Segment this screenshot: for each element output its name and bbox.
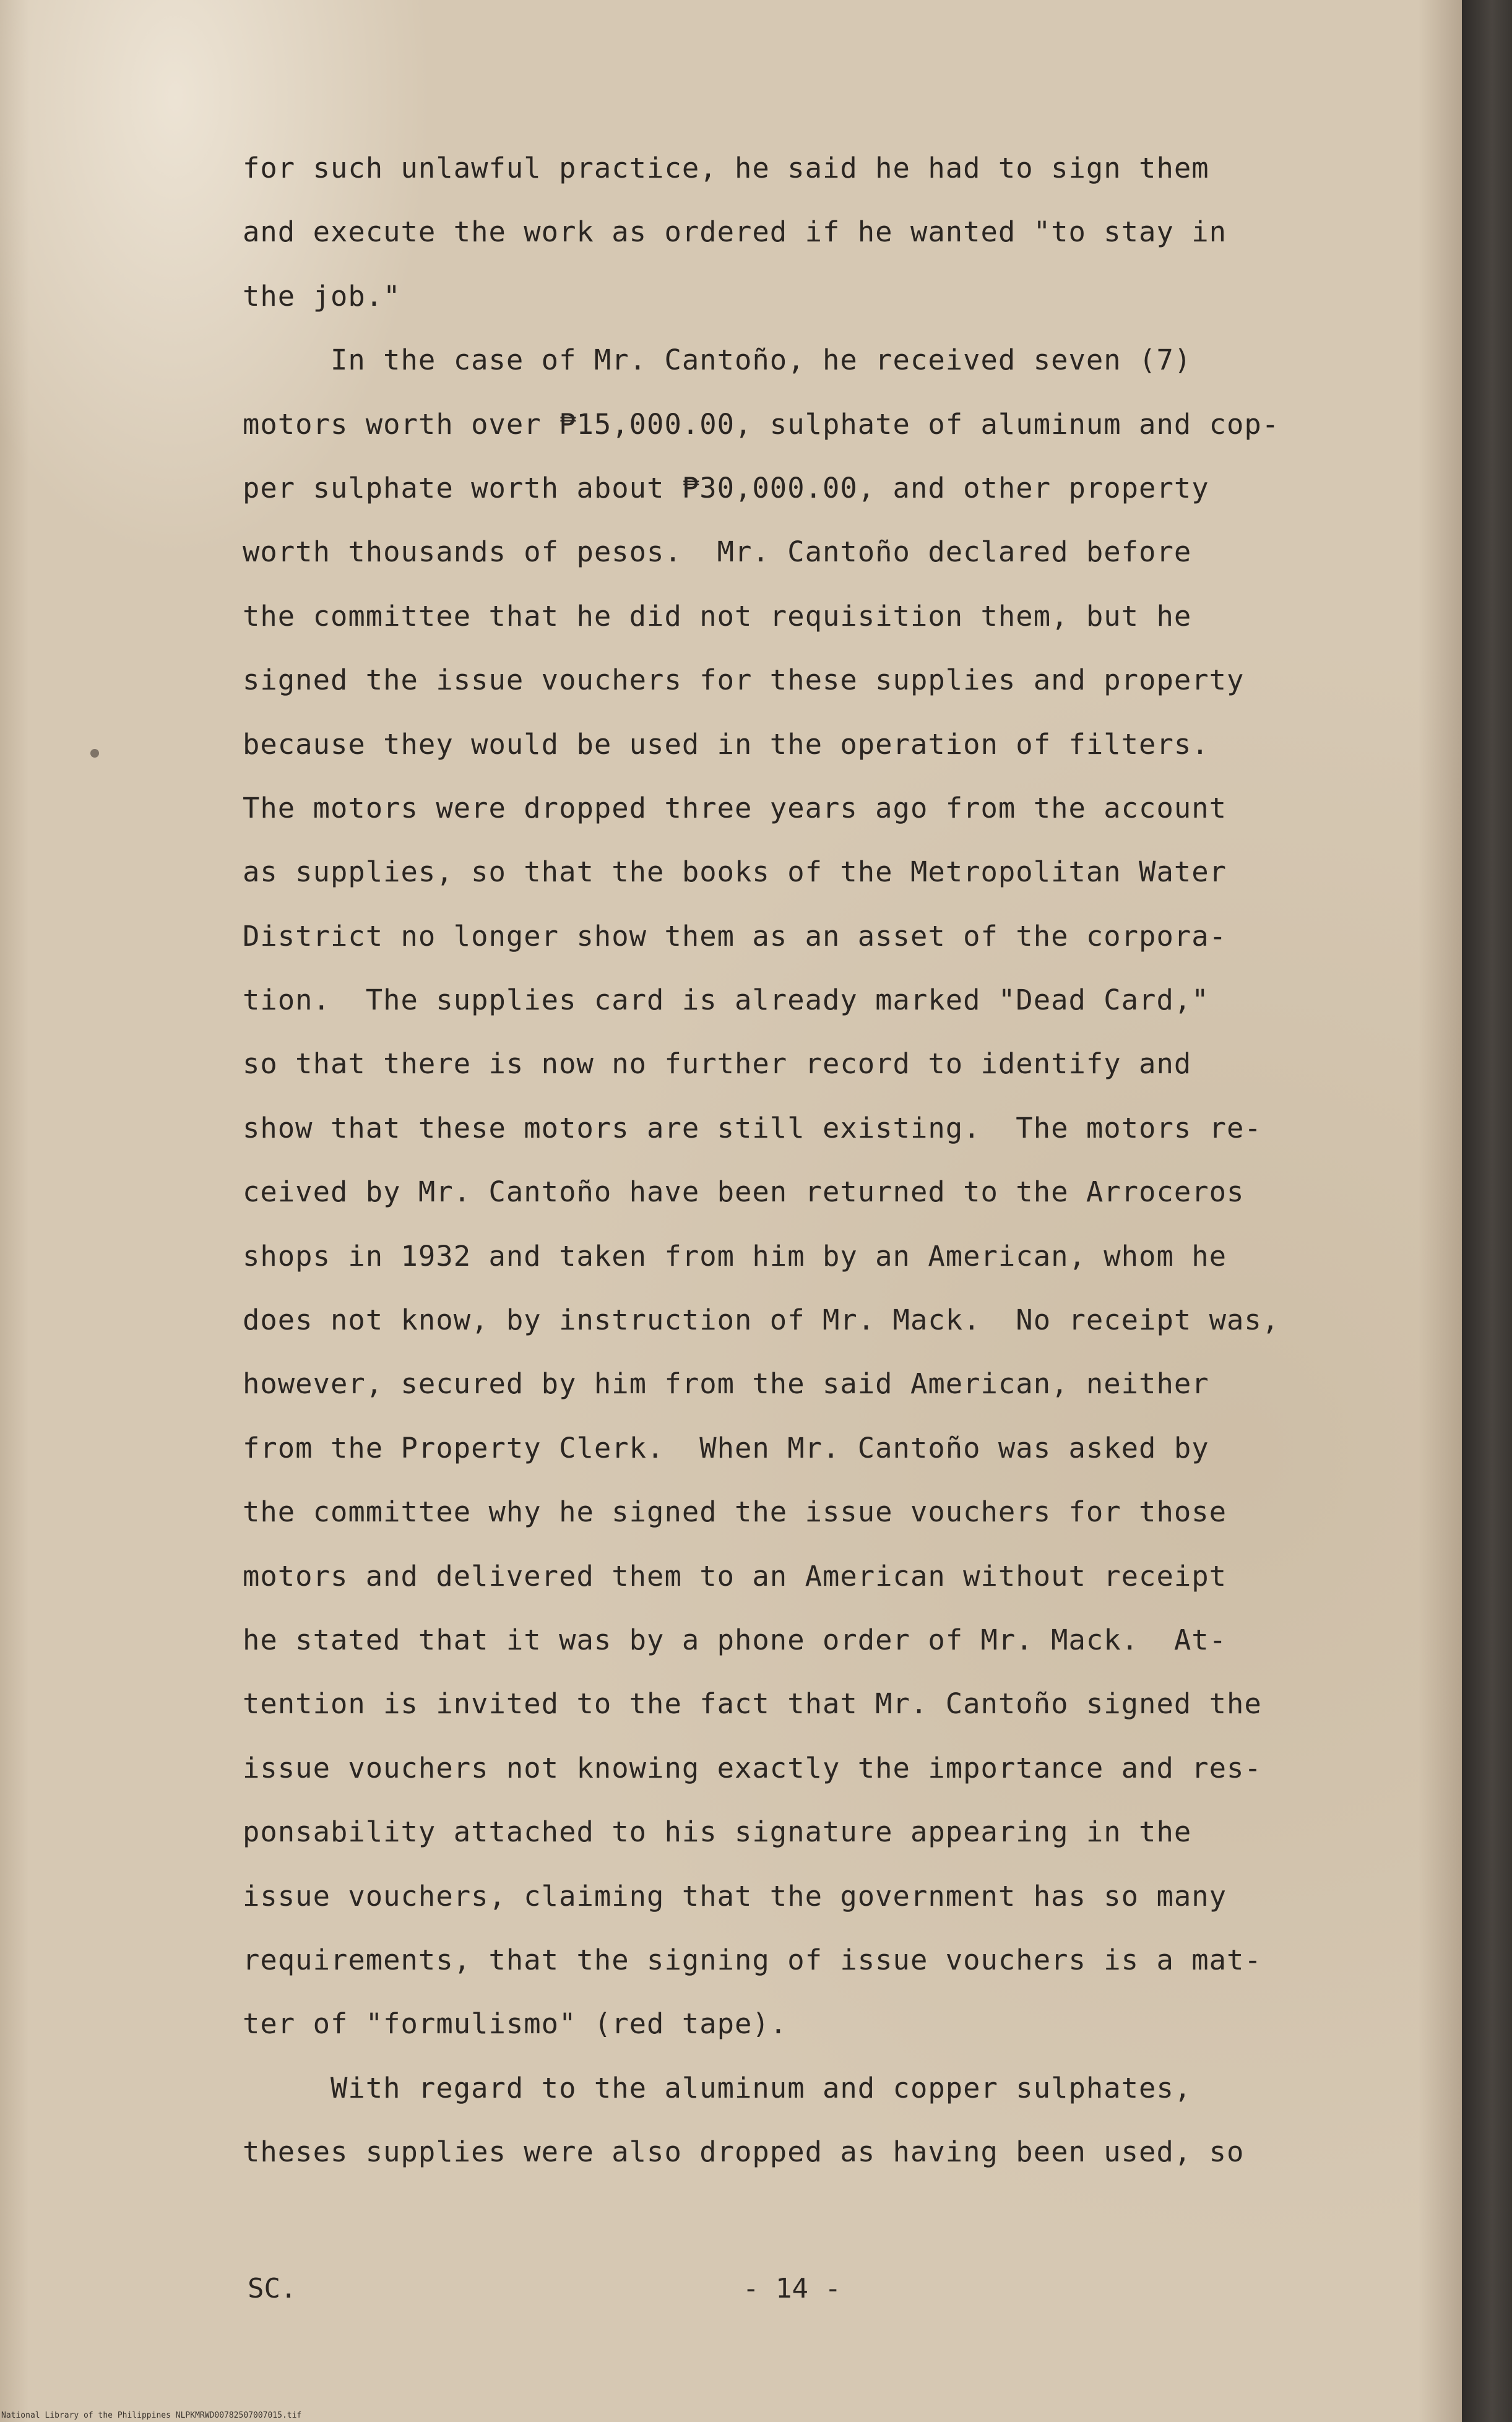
text-line: With regard to the aluminum and copper sulphates, <box>243 2071 1192 2104</box>
document-body <box>243 136 1344 2184</box>
text-line: because they would be used in the operation of filters. <box>243 727 1209 761</box>
archive-stamp: National Library of the Philippines NLPKMRWD00782507007015.tif <box>1 2411 302 2420</box>
footer-initials: SC. <box>248 2273 297 2304</box>
text-line: tion. The supplies card is already marked "Dead Card," <box>243 984 1209 1017</box>
text-line: theses supplies were also dropped as having been used, so <box>243 2135 1245 2169</box>
scan-background-edge <box>1462 0 1512 2422</box>
text-line: ponsability attached to his signature appearing in the <box>243 1815 1192 1849</box>
text-line: does not know, by instruction of Mr. Mack. No receipt was, <box>243 1304 1280 1337</box>
text-line: he stated that it was by a phone order of Mr. Mack. At- <box>243 1623 1227 1656</box>
text-line: ter of "formulismo" (red tape). <box>243 2007 788 2041</box>
text-line: motors and delivered them to an American without receipt <box>243 1559 1227 1593</box>
text-line: shops in 1932 and taken from him by an American, whom he <box>243 1239 1227 1273</box>
text-line: for such unlawful practice, he said he had to sign them <box>243 152 1209 184</box>
text-line: tention is invited to the fact that Mr. Cantoño signed the <box>243 1687 1262 1721</box>
text-line: The motors were dropped three years ago from the account <box>243 791 1227 824</box>
text-line: requirements, that the signing of issue vouchers is a mat- <box>243 1943 1262 1976</box>
text-line: signed the issue vouchers for these supplies and property <box>243 664 1245 697</box>
text-line: District no longer show them as an asset of the corpora- <box>243 919 1227 953</box>
text-line: so that there is now no further record to identify and <box>243 1047 1192 1081</box>
text-line: the committee that he did not requisition them, but he <box>243 599 1192 633</box>
text-line: and execute the work as ordered if he wanted "to stay in <box>243 215 1227 249</box>
text-line: issue vouchers not knowing exactly the importance and res- <box>243 1751 1262 1784</box>
text-line: from the Property Clerk. When Mr. Cantoño was asked by <box>243 1431 1209 1464</box>
text-line: motors worth over ₱15,000.00, sulphate of aluminum and cop- <box>243 407 1280 441</box>
text-line: In the case of Mr. Cantoño, he received seven (7) <box>243 344 1192 377</box>
text-line: the committee why he signed the issue vouchers for those <box>243 1495 1227 1529</box>
text-line: the job." <box>243 279 401 313</box>
page-number: - 14 - <box>743 2273 841 2304</box>
text-line: ceived by Mr. Cantoño have been returned to the Arroceros <box>243 1175 1245 1209</box>
text-line: worth thousands of pesos. Mr. Cantoño declared before <box>243 535 1192 569</box>
text-line: however, secured by him from the said American, neither <box>243 1367 1209 1401</box>
text-line: as supplies, so that the books of the Metropolitan Water <box>243 855 1227 889</box>
text-line: issue vouchers, claiming that the government has so many <box>243 1879 1227 1913</box>
paper-speck <box>90 749 99 758</box>
text-line: show that these motors are still existing. The motors re- <box>243 1111 1262 1144</box>
text-line: per sulphate worth about ₱30,000.00, and other property <box>243 471 1209 504</box>
